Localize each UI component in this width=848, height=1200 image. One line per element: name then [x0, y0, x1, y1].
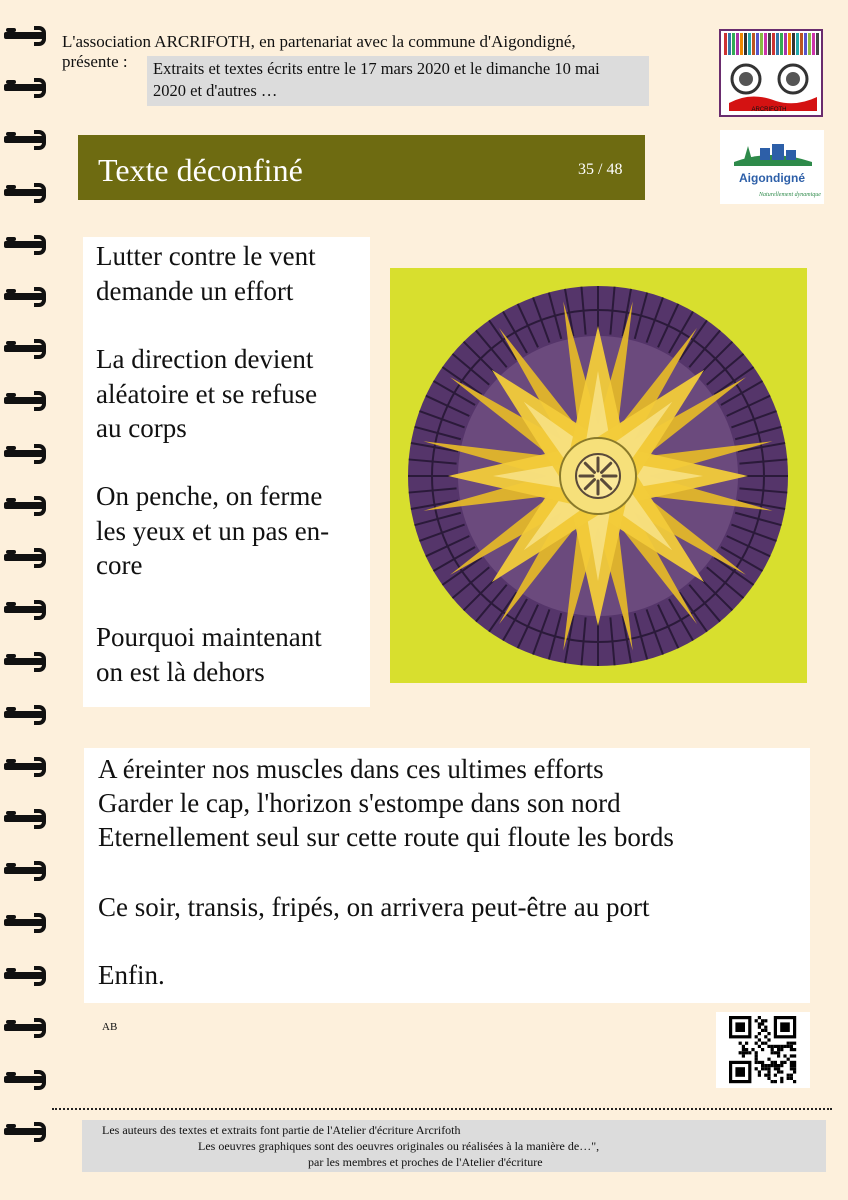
spiral-binding [0, 0, 56, 1200]
poem-box-left [83, 237, 370, 707]
aigondigne-name: Aigondigné [739, 171, 805, 185]
header-date-line1: Extraits et textes écrits entre le 17 mars 2020 et le dimanche 10 mai [153, 59, 600, 78]
mandala-painting [390, 268, 807, 683]
footer-line2: Les oeuvres graphiques sont des oeuvres originales ou réalisées à la manière de…", [198, 1139, 600, 1153]
header-date-line2: 2020 et d'autres … [153, 81, 278, 100]
spiral-ring [4, 966, 52, 986]
page-number: 35 / 48 [578, 161, 623, 178]
spiral-ring [4, 861, 52, 881]
spiral-ring [4, 78, 52, 98]
arcrifoth-logo-graphic [721, 31, 821, 115]
spiral-ring [4, 26, 52, 46]
header-intro: L'association ARCRIFOTH, en partenariat avec la commune d'Aigondigné, [62, 32, 576, 51]
spiral-ring [4, 183, 52, 203]
footer-box [82, 1120, 826, 1172]
spiral-ring [4, 913, 52, 933]
poem-stanza-3 [96, 479, 329, 583]
spiral-ring [4, 496, 52, 516]
spiral-ring [4, 705, 52, 725]
footer-divider [52, 1108, 832, 1110]
spiral-ring [4, 287, 52, 307]
poem-line: core [96, 550, 143, 580]
qr-code-graphic [716, 1012, 810, 1088]
title-bar [78, 135, 645, 200]
poem-line: aléatoire et se refuse [96, 378, 318, 409]
arcrifoth-logo [719, 29, 823, 117]
aigondigne-logo [720, 130, 824, 204]
header-date-box [147, 56, 649, 106]
spiral-ring [4, 1122, 52, 1142]
header-presente: présente : [62, 52, 128, 71]
spiral-ring [4, 130, 52, 150]
footer-line1: Les auteurs des textes et extraits font partie de l'Atelier d'écriture Arcrifoth [102, 1123, 461, 1137]
poem-line: Lutter contre le vent [96, 241, 316, 271]
poem-line: Pourquoi maintenant [96, 622, 322, 652]
spiral-ring [4, 600, 52, 620]
spiral-ring [4, 235, 52, 255]
spiral-ring [4, 391, 52, 411]
poem-line: au corps [96, 413, 187, 443]
poem-stanza-4 [96, 620, 322, 689]
spiral-ring [4, 1070, 52, 1090]
spiral-ring [4, 548, 52, 568]
poem-line: demande un effort [96, 275, 294, 306]
spiral-ring [4, 339, 52, 359]
poem-line: Ce soir, transis, fripés, on arrivera peut-être au port [98, 892, 650, 922]
poem-line: On penche, on ferme [96, 481, 323, 511]
spiral-ring [4, 1018, 52, 1038]
poem-line: Eternellement seul sur cette route qui floute les bords [98, 822, 674, 852]
poem-box-bottom [84, 748, 810, 1003]
poem-line: les yeux et un pas en- [96, 515, 330, 546]
author-initials: AB [102, 1021, 118, 1033]
poem-line: A éreinter nos muscles dans ces ultimes efforts [98, 754, 604, 784]
poem-stanza-2 [96, 342, 317, 446]
poem-line: Garder le cap, l'horizon s'estompe dans son nord [98, 788, 621, 818]
poem-line: Enfin. [98, 960, 165, 990]
qr-code[interactable] [716, 1012, 810, 1088]
poem-line: La direction devient [96, 344, 314, 374]
poem-line: on est là dehors [96, 656, 265, 687]
poem-stanza-1 [96, 239, 316, 308]
spiral-ring [4, 652, 52, 672]
arcrifoth-logo-text: ARCRIFOTH [751, 107, 787, 113]
spiral-ring [4, 444, 52, 464]
aigondigne-tagline: Naturellement dynamique [759, 192, 821, 198]
spiral-ring [4, 757, 52, 777]
footer-line3: par les membres et proches de l'Atelier d'écriture [308, 1155, 543, 1169]
page-title: Texte déconfiné [98, 152, 303, 188]
aigondigne-logo-graphic [720, 130, 824, 204]
spiral-ring [4, 809, 52, 829]
